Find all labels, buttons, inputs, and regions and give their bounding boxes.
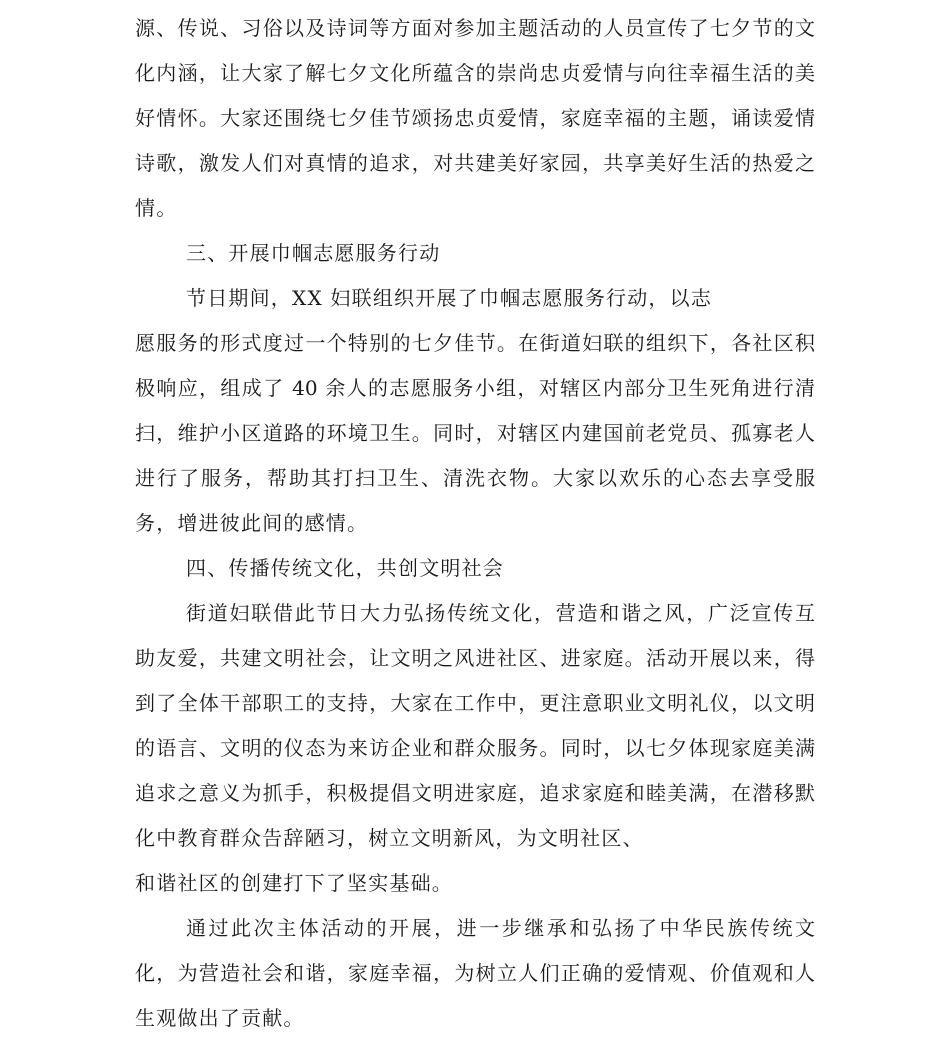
- text-line: 务，增进彼此间的感情。: [135, 511, 369, 535]
- text-line: 好情怀。大家还围绕七夕佳节颂扬忠贞爱情，家庭幸福的主题，诵读爱情: [135, 106, 815, 130]
- text-line: 到了全体干部职工的支持，大家在工作中，更注意职业文明礼仪，以文明: [135, 691, 815, 715]
- text-line: 化内涵，让大家了解七夕文化所蕴含的崇尚忠贞爱情与向往幸福生活的美: [135, 61, 815, 85]
- text-line: 进行了服务，帮助其打扫卫生、清洗衣物。大家以欢乐的心态去享受服: [135, 466, 815, 490]
- text-line: 生观做出了贡献。: [135, 1006, 305, 1030]
- section-heading: 四、传播传统文化，共创文明社会: [186, 556, 504, 580]
- text-line: 追求之意义为抓手，积极提倡文明进家庭，追求家庭和睦美满，在潜移默: [135, 781, 815, 805]
- text-line: 源、传说、习俗以及诗词等方面对参加主题活动的人员宣传了七夕节的文: [135, 16, 815, 40]
- text-line: 街道妇联借此节日大力弘扬传统文化，营造和谐之风，广泛宣传互: [186, 601, 815, 625]
- text-line: 和谐社区的创建打下了坚实基础。: [135, 871, 453, 895]
- text-line: 化，为营造社会和谐，家庭幸福，为树立人们正确的爱情观、价值观和人: [135, 961, 815, 985]
- text-line: 助友爱，共建文明社会，让文明之风进社区、进家庭。活动开展以来，得: [135, 646, 815, 670]
- text-line: 愿服务的形式度过一个特别的七夕佳节。在街道妇联的组织下，各社区积: [135, 331, 815, 355]
- text-line: 诗歌，激发人们对真情的追求，对共建美好家园，共享美好生活的热爱之: [135, 151, 815, 175]
- text-line: 的语言、文明的仪态为来访企业和群众服务。同时，以七夕体现家庭美满: [135, 736, 815, 760]
- text-line: 极响应，组成了 40 余人的志愿服务小组，对辖区内部分卫生死角进行清: [135, 376, 815, 400]
- text-line: 通过此次主体活动的开展，进一步继承和弘扬了中华民族传统文: [186, 916, 815, 940]
- text-line: 情。: [135, 196, 178, 220]
- text-line: 节日期间，XX 妇联组织开展了巾帼志愿服务行动，以志: [186, 286, 713, 310]
- section-heading: 三、开展巾帼志愿服务行动: [186, 241, 441, 265]
- text-line: 化中教育群众告辞陋习，树立文明新风，为文明社区、: [135, 826, 644, 850]
- text-line: 扫，维护小区道路的环境卫生。同时，对辖区内建国前老党员、孤寡老人: [135, 421, 815, 445]
